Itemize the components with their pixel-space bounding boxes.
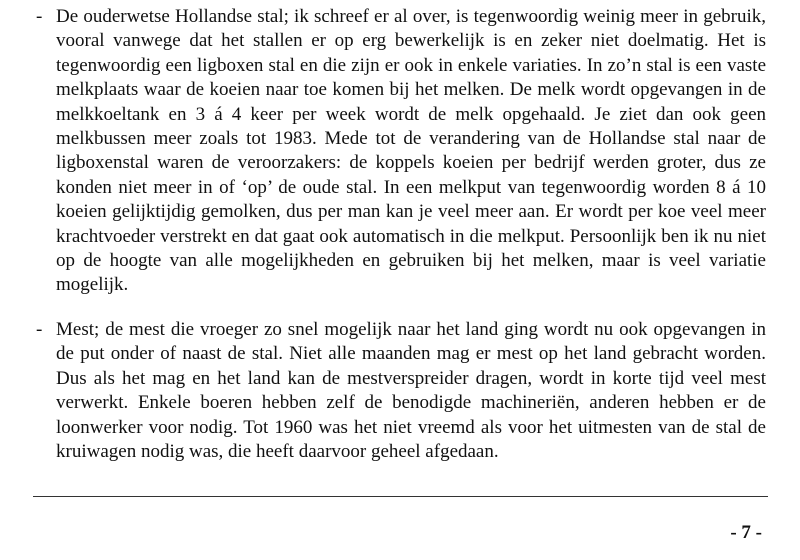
list-item	[36, 5, 766, 298]
list-bullet: -	[36, 319, 43, 340]
paragraph-mest: Mest; de mest die vroeger zo snel mogelijk naar het land ging wordt nu ook opgevangen in de put onder of naast de stal. Niet alle maanden mag er mest op het land gebracht worden. Dus als het mag en het land kan de mestverspreider dragen, wordt in korte tijd veel mest verwerkt. Enkele boeren hebben zelf de benodigde machineriën, anderen hebben er de loonwerker voor nodig. Tot 1960 was het niet vreemd als voor het uitmesten van de stal de kruiwagen nodig was, die heeft daarvoor geheel afgedaan.	[56, 319, 766, 463]
page-number: - 7 -	[730, 522, 762, 543]
list-bullet: -	[36, 6, 43, 27]
paragraph-hollandse-stal: De ouderwetse Hollandse stal; ik schreef er al over, is tegenwoordig weinig meer in gebruik, vooral vanwege dat het stallen er op erg bewerkelijk is en zeker niet doelmatig. Het is tegenwoordig een ligboxen stal en die zijn er ook in enkele variaties. In zo’n stal is een vaste melkplaats waar de koeien naar toe komen bij het melken. De melk wordt opgevangen in de melkkoeltank en 3 á 4 keer per week wordt de melk opgehaald. Je ziet dan ook geen melkbussen meer zoals tot 1983. Mede tot de verandering van de Hollandse stal naar de ligboxenstal waren de veroorzakers: de koppels koeien per bedrijf werden groter, dus ze konden niet meer in of ‘op’ de oude stal. In een melkput van tegenwoordig worden 8 á 10 koeien gelijktijdig gemolken, dus per man kan je veel meer aan. Er wordt per koe veel meer krachtvoeder verstrekt en dat gaat ook automatisch in die melkput. Persoonlijk ben ik nu niet op de hoogte van alle mogelijkheden en gebruiken bij het melken, maar is veel variatie mogelijk.	[56, 6, 766, 296]
footer-divider	[33, 496, 768, 497]
list-item	[36, 318, 766, 464]
